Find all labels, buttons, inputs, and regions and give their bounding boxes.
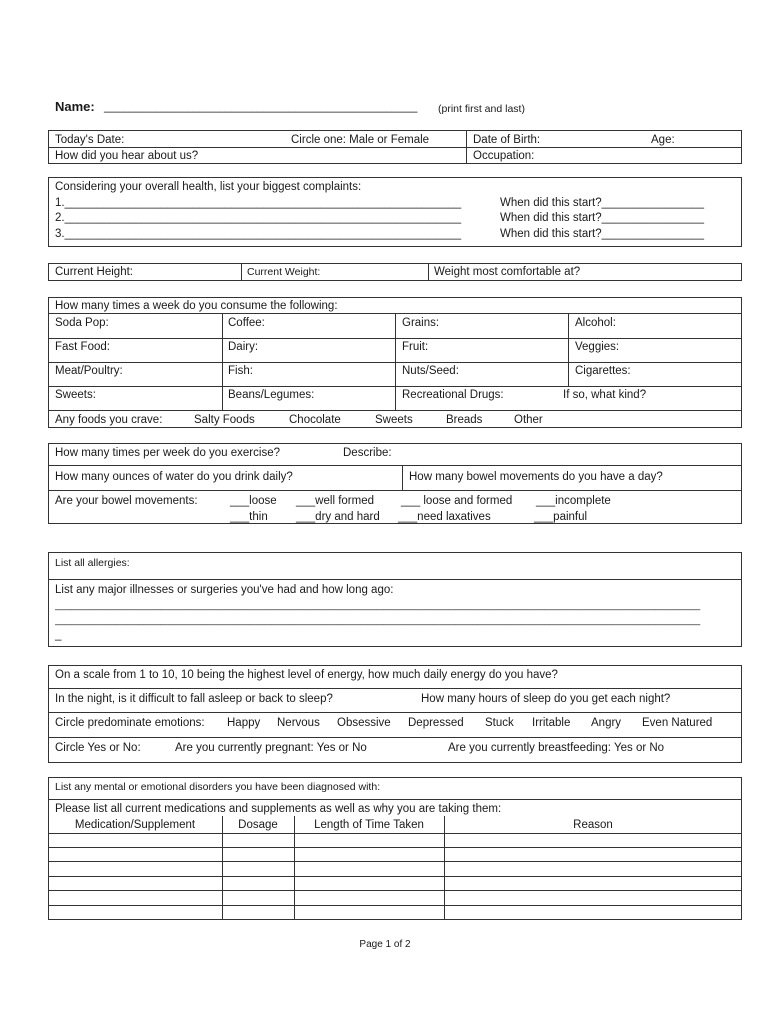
consumption-cell[interactable]: Alcohol: bbox=[575, 317, 616, 329]
bowel-count-field[interactable]: How many bowel movements do you have a day? bbox=[409, 471, 663, 483]
complaint-line[interactable]: 3.______________________________________________________________ bbox=[55, 228, 462, 240]
consumption-cell[interactable]: If so, what kind? bbox=[563, 389, 647, 401]
craving-option[interactable]: Chocolate bbox=[289, 414, 341, 426]
emotion-option[interactable]: Nervous bbox=[277, 717, 320, 729]
divider bbox=[48, 147, 742, 148]
page-number: Page 1 of 2 bbox=[359, 939, 411, 950]
consumption-cell[interactable]: Veggies: bbox=[575, 341, 620, 353]
complaints-prompt: Considering your overall health, list your biggest complaints: bbox=[55, 181, 362, 193]
table-row-line bbox=[48, 905, 742, 906]
consumption-cell[interactable]: Nuts/Seed: bbox=[402, 365, 459, 377]
divider bbox=[48, 799, 742, 800]
divider bbox=[241, 263, 242, 281]
when-started-field[interactable]: When did this start?________________ bbox=[500, 228, 704, 240]
consumption-cell[interactable]: Dairy: bbox=[228, 341, 259, 353]
todays-date-field[interactable]: Today's Date: bbox=[55, 134, 125, 146]
body-metrics-section bbox=[48, 263, 742, 281]
emotions-label: Circle predominate emotions: bbox=[55, 717, 205, 729]
table-row-line bbox=[48, 890, 742, 891]
medications-prompt: Please list all current medications and supplements as well as why you are taking them: bbox=[55, 803, 502, 815]
date-of-birth-field[interactable]: Date of Birth: bbox=[473, 134, 541, 146]
water-field[interactable]: How many ounces of water do you drink daily? bbox=[55, 471, 293, 483]
consumption-cell[interactable]: Fast Food: bbox=[55, 341, 110, 353]
divider bbox=[395, 313, 396, 410]
bowel-option[interactable]: ___need laxatives bbox=[398, 511, 491, 523]
craving-option[interactable]: Breads bbox=[446, 414, 483, 426]
energy-field[interactable]: On a scale from 1 to 10, 10 being the highest level of energy, how much daily energy do you have? bbox=[55, 669, 558, 681]
name-label: Name: bbox=[55, 99, 95, 114]
consumption-cell[interactable]: Sweets: bbox=[55, 389, 96, 401]
bowel-option[interactable]: ___thin bbox=[230, 511, 268, 523]
craving-option[interactable]: Other bbox=[514, 414, 543, 426]
divider bbox=[222, 313, 223, 410]
divider bbox=[48, 490, 742, 491]
disorders-field[interactable]: List any mental or emotional disorders you have been diagnosed with: bbox=[55, 781, 381, 793]
gender-choice[interactable]: Circle one: Male or Female bbox=[291, 134, 430, 146]
emotion-option[interactable]: Depressed bbox=[408, 717, 464, 729]
table-row-line bbox=[48, 861, 742, 862]
consumption-cell[interactable]: Meat/Poultry: bbox=[55, 365, 123, 377]
craving-option[interactable]: Salty Foods bbox=[194, 414, 255, 426]
exercise-describe-field[interactable]: Describe: bbox=[343, 447, 392, 459]
emotion-option[interactable]: Happy bbox=[227, 717, 261, 729]
when-started-field[interactable]: When did this start?________________ bbox=[500, 212, 704, 224]
divider bbox=[48, 737, 742, 738]
bowel-option[interactable]: ___dry and hard bbox=[296, 511, 380, 523]
divider bbox=[466, 130, 467, 164]
divider bbox=[402, 465, 403, 490]
how-heard-field[interactable]: How did you hear about us? bbox=[55, 150, 199, 162]
consumption-cell[interactable]: Fish: bbox=[228, 365, 253, 377]
divider bbox=[568, 313, 569, 386]
bowel-option[interactable]: ___loose bbox=[230, 495, 277, 507]
illnesses-prompt: List any major illnesses or surgeries you've had and how long ago: bbox=[55, 584, 394, 596]
consumption-cell[interactable]: Grains: bbox=[402, 317, 440, 329]
comfortable-weight-field[interactable]: Weight most comfortable at? bbox=[434, 266, 581, 278]
emotion-option[interactable]: Even Natured bbox=[642, 717, 713, 729]
table-row-line bbox=[48, 847, 742, 848]
table-row-line bbox=[48, 833, 742, 834]
name-hint: (print first and last) bbox=[438, 103, 525, 115]
name-line[interactable]: _________________________________________________ bbox=[104, 101, 418, 113]
emotion-option[interactable]: Irritable bbox=[532, 717, 571, 729]
craving-option[interactable]: Sweets bbox=[375, 414, 413, 426]
column-header-dosage: Dosage bbox=[238, 819, 278, 831]
emotion-option[interactable]: Angry bbox=[591, 717, 622, 729]
consumption-cell[interactable]: Recreational Drugs: bbox=[402, 389, 504, 401]
divider bbox=[48, 712, 742, 713]
bowel-option[interactable]: ___incomplete bbox=[536, 495, 611, 507]
when-started-field[interactable]: When did this start?________________ bbox=[500, 197, 704, 209]
consumption-prompt: How many times a week do you consume the following: bbox=[55, 300, 338, 312]
height-field[interactable]: Current Height: bbox=[55, 266, 133, 278]
table-row-line bbox=[48, 876, 742, 877]
divider bbox=[48, 465, 742, 466]
column-header-length: Length of Time Taken bbox=[314, 819, 424, 831]
bowel-option[interactable]: ___painful bbox=[534, 511, 588, 523]
complaint-line[interactable]: 2.______________________________________________________________ bbox=[55, 212, 462, 224]
consumption-cell[interactable]: Fruit: bbox=[402, 341, 429, 353]
bowel-option[interactable]: ___well formed bbox=[296, 495, 374, 507]
sleep-difficulty-field[interactable]: In the night, is it difficult to fall asleep or back to sleep? bbox=[55, 693, 333, 705]
weight-field[interactable]: Current Weight: bbox=[247, 266, 321, 278]
allergies-field[interactable]: List all allergies: bbox=[55, 557, 130, 569]
divider bbox=[48, 579, 742, 580]
consumption-cell[interactable]: Cigarettes: bbox=[575, 365, 631, 377]
age-field[interactable]: Age: bbox=[651, 134, 675, 146]
exercise-field[interactable]: How many times per week do you exercise? bbox=[55, 447, 280, 459]
divider bbox=[48, 688, 742, 689]
sleep-hours-field[interactable]: How many hours of sleep do you get each night? bbox=[421, 693, 671, 705]
bowel-label: Are your bowel movements: bbox=[55, 495, 198, 507]
divider bbox=[48, 410, 742, 411]
complaint-line[interactable]: 1.______________________________________________________________ bbox=[55, 197, 462, 209]
occupation-field[interactable]: Occupation: bbox=[473, 150, 535, 162]
column-header-reason: Reason bbox=[573, 819, 613, 831]
illness-line[interactable]: ____________________________________________________________________________________________________________________ bbox=[55, 600, 701, 611]
pregnant-field[interactable]: Are you currently pregnant: Yes or No bbox=[175, 742, 367, 754]
cravings-label: Any foods you crave: bbox=[55, 414, 163, 426]
breastfeeding-field[interactable]: Are you currently breastfeeding: Yes or No bbox=[448, 742, 665, 754]
illness-line[interactable]: ____________________________________________________________________________________________________________________ bbox=[55, 615, 701, 626]
yes-no-label: Circle Yes or No: bbox=[55, 742, 141, 754]
consumption-cell[interactable]: Soda Pop: bbox=[55, 317, 109, 329]
consumption-cell[interactable]: Beans/Legumes: bbox=[228, 389, 315, 401]
bowel-option[interactable]: ___ loose and formed bbox=[401, 495, 513, 507]
illness-line[interactable]: _ bbox=[55, 629, 62, 641]
consumption-cell[interactable]: Coffee: bbox=[228, 317, 265, 329]
divider bbox=[428, 263, 429, 281]
emotion-option[interactable]: Stuck bbox=[485, 717, 514, 729]
column-header-medication: Medication/Supplement bbox=[74, 819, 196, 831]
emotion-option[interactable]: Obsessive bbox=[337, 717, 391, 729]
